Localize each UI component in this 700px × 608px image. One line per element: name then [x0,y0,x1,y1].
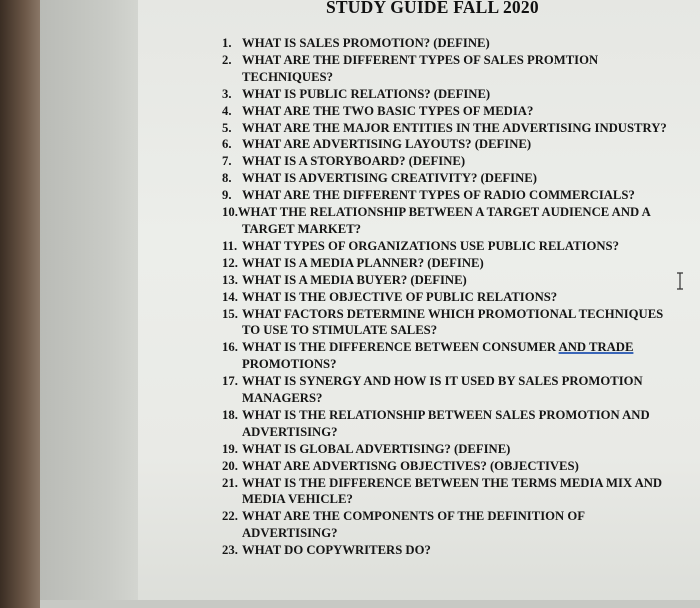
item-number: 8. [222,171,232,186]
list-item[interactable] [222,52,672,86]
item-number: 4. [222,103,232,118]
item-text: WHAT THE RELATIONSHIP BETWEEN A TARGET AUDIENCE AND A TARGET MARKET? [237,205,651,236]
text-cursor-icon [674,272,686,290]
item-text: WHAT DO COPYWRITERS DO? [242,543,431,558]
list-item[interactable] [222,170,672,187]
question-list [222,35,672,559]
list-item[interactable] [222,458,672,475]
list-item[interactable] [222,272,672,289]
item-number: 1. [222,36,232,50]
item-number: 18. [222,407,238,422]
item-text: WHAT FACTORS DETERMINE WHICH PROMOTIONAL TECHNIQUES TO USE TO STIMULATE SALES? [242,306,664,338]
item-number: 16. [222,340,238,355]
list-item[interactable] [222,153,672,170]
item-number: 17. [222,374,238,389]
item-text: WHAT ARE ADVERTISNG OBJECTIVES? (OBJECTIVES) [242,458,579,473]
list-item[interactable] [222,35,672,52]
item-number: 11. [222,238,238,253]
item-number: 19. [222,441,238,456]
item-text: WHAT ARE THE COMPONENTS OF THE DEFINITION OF ADVERTISING? [242,509,585,541]
list-item[interactable] [222,289,672,306]
item-text: WHAT ARE THE TWO BASIC TYPES OF MEDIA? [242,103,534,118]
item-text: WHAT IS SYNERGY AND HOW IS IT USED BY SALES PROMOTION MANAGERS? [242,374,643,406]
list-item[interactable] [222,306,672,340]
list-item[interactable] [222,373,672,407]
list-item[interactable] [222,103,672,120]
item-text: WHAT IS SALES PROMOTION? (DEFINE) [242,36,490,50]
list-item[interactable] [222,475,672,509]
item-number: 12. [222,255,238,270]
item-text: WHAT ARE THE MAJOR ENTITIES IN THE ADVERTISING INDUSTRY? [242,120,667,135]
item-text: WHAT TYPES OF ORGANIZATIONS USE PUBLIC RELATIONS? [242,238,619,253]
spellcheck-underlined-text[interactable]: AND TRADE [558,340,634,355]
item-number: 23. [222,543,238,558]
item-number: 2. [222,52,232,67]
item-number: 6. [222,137,232,152]
item-text: WHAT ARE ADVERTISING LAYOUTS? (DEFINE) [242,137,532,152]
item-text: WHAT IS PUBLIC RELATIONS? (DEFINE) [242,86,491,101]
item-text: WHAT ARE THE DIFFERENT TYPES OF SALES PROMTION TECHNIQUES? [242,52,599,84]
item-number: 10. [222,205,238,220]
item-text: WHAT IS GLOBAL ADVERTISING? (DEFINE) [242,441,511,456]
item-text: WHAT IS THE RELATIONSHIP BETWEEN SALES PROMOTION AND ADVERTISING? [242,407,650,439]
list-item[interactable] [222,407,672,441]
item-number: 21. [222,475,238,490]
item-text: WHAT IS A MEDIA BUYER? (DEFINE) [242,272,467,287]
item-text: WHAT ARE THE DIFFERENT TYPES OF RADIO COMMERCIALS? [242,188,635,203]
list-item[interactable] [222,86,672,103]
list-item[interactable] [222,508,672,542]
monitor-bezel [0,0,40,608]
item-text: WHAT IS THE DIFFERENCE BETWEEN CONSUMER [242,340,559,355]
list-item[interactable] [222,542,672,559]
item-number: 7. [222,154,232,169]
item-text: WHAT IS THE DIFFERENCE BETWEEN THE TERMS MEDIA MIX AND MEDIA VEHICLE? [242,475,663,507]
item-number: 15. [222,306,238,321]
item-number: 20. [222,458,238,473]
item-text: WHAT IS A MEDIA PLANNER? (DEFINE) [242,255,484,270]
list-item[interactable] [222,204,672,238]
taskbar-strip [40,600,700,608]
list-item[interactable] [222,238,672,255]
item-number: 14. [222,289,238,304]
item-number: 5. [222,120,232,135]
list-item[interactable] [222,187,672,204]
document-title: STUDY GUIDE FALL 2020 [326,0,539,17]
item-number: 3. [222,86,232,101]
item-number: 9. [222,188,232,203]
item-text: WHAT IS ADVERTISING CREATIVITY? (DEFINE) [242,171,537,186]
list-item[interactable] [222,255,672,272]
list-item[interactable] [222,120,672,137]
item-text: WHAT IS A STORYBOARD? (DEFINE) [242,154,466,169]
item-number: 13. [222,272,238,287]
item-text: PROMOTIONS? [242,357,337,372]
list-item[interactable] [222,136,672,153]
item-number: 22. [222,509,238,524]
item-text: WHAT IS THE OBJECTIVE OF PUBLIC RELATIONS? [242,289,558,304]
list-item[interactable] [222,339,672,373]
document-margin [40,0,138,608]
list-item[interactable] [222,441,672,458]
